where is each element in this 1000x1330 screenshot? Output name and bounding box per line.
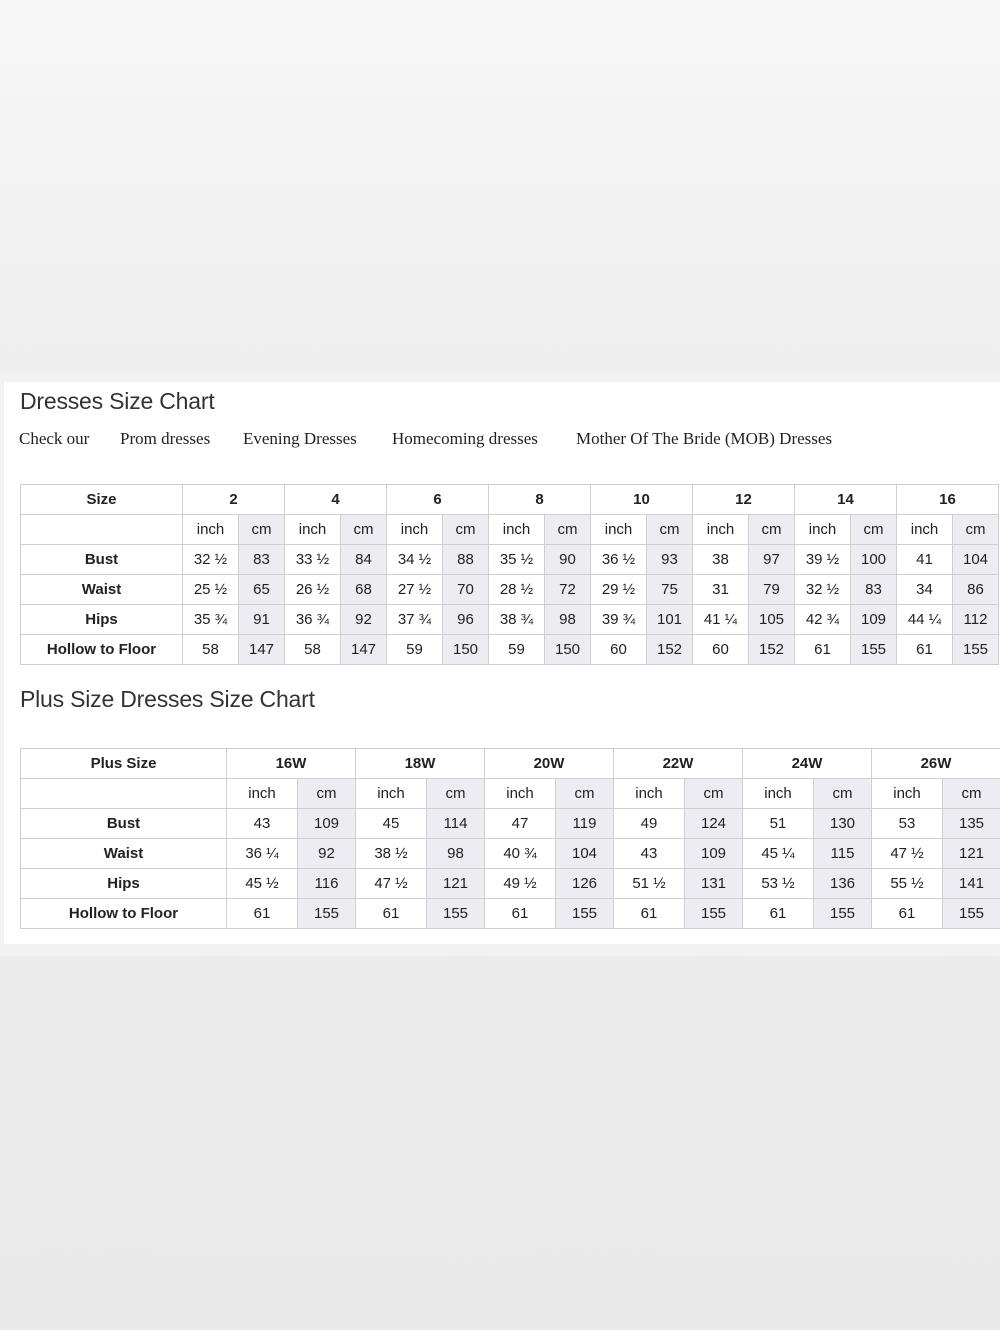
unit-row	[21, 779, 1000, 809]
inch-value-cell: 39 ¾	[591, 605, 647, 635]
table-row	[21, 545, 999, 575]
unit-inch-cell: inch	[227, 779, 298, 809]
inch-value-cell: 34 ½	[387, 545, 443, 575]
unit-inch-cell: inch	[183, 515, 239, 545]
cm-value-cell: 114	[427, 809, 485, 839]
plus-size-table	[20, 748, 1000, 929]
inch-value-cell: 47 ½	[872, 839, 943, 869]
cm-value-cell: 155	[298, 899, 356, 929]
table-row	[21, 839, 1000, 869]
size-header-cell: 4	[285, 485, 387, 515]
unit-inch-cell: inch	[743, 779, 814, 809]
unit-inch-cell: inch	[356, 779, 427, 809]
inch-value-cell: 61	[614, 899, 685, 929]
inch-value-cell: 38 ¾	[489, 605, 545, 635]
size-header-cell: 8	[489, 485, 591, 515]
row-label: Waist	[21, 839, 227, 869]
cm-value-cell: 131	[685, 869, 743, 899]
inch-value-cell: 40 ¾	[485, 839, 556, 869]
inch-value-cell: 61	[897, 635, 953, 665]
unit-cm-cell: cm	[943, 779, 1000, 809]
cm-value-cell: 88	[443, 545, 489, 575]
unit-inch-cell: inch	[693, 515, 749, 545]
row-label: Hollow to Floor	[21, 899, 227, 929]
cm-value-cell: 96	[443, 605, 489, 635]
row-label: Hips	[21, 869, 227, 899]
cm-value-cell: 92	[341, 605, 387, 635]
cm-value-cell: 124	[685, 809, 743, 839]
size-header-cell: 16	[897, 485, 999, 515]
inch-value-cell: 31	[693, 575, 749, 605]
unit-cm-cell: cm	[851, 515, 897, 545]
inch-value-cell: 60	[693, 635, 749, 665]
size-header-row	[21, 749, 1000, 779]
cm-value-cell: 93	[647, 545, 693, 575]
inch-value-cell: 61	[227, 899, 298, 929]
inch-value-cell: 45	[356, 809, 427, 839]
inch-value-cell: 43	[227, 809, 298, 839]
size-header-label: Size	[21, 485, 183, 515]
size-header-cell: 12	[693, 485, 795, 515]
row-label: Bust	[21, 809, 227, 839]
unit-inch-cell: inch	[285, 515, 341, 545]
unit-cm-cell: cm	[545, 515, 591, 545]
cm-value-cell: 115	[814, 839, 872, 869]
cm-value-cell: 105	[749, 605, 795, 635]
inch-value-cell: 51 ½	[614, 869, 685, 899]
prom-dresses-link[interactable]: Prom dresses	[120, 429, 211, 448]
evening-dresses-link[interactable]: Evening Dresses	[243, 429, 357, 448]
table-row	[21, 575, 999, 605]
unit-cm-cell: cm	[443, 515, 489, 545]
size-chart-card	[4, 382, 1000, 944]
size-header-cell: 6	[387, 485, 489, 515]
cm-value-cell: 119	[556, 809, 614, 839]
cm-value-cell: 109	[851, 605, 897, 635]
unit-row-blank	[21, 779, 227, 809]
cm-value-cell: 152	[749, 635, 795, 665]
cm-value-cell: 121	[427, 869, 485, 899]
cm-value-cell: 136	[814, 869, 872, 899]
cm-value-cell: 135	[943, 809, 1000, 839]
inch-value-cell: 35 ¾	[183, 605, 239, 635]
cm-value-cell: 65	[239, 575, 285, 605]
inch-value-cell: 36 ¾	[285, 605, 341, 635]
size-header-cell: 26W	[872, 749, 1000, 779]
inch-value-cell: 28 ½	[489, 575, 545, 605]
inch-value-cell: 36 ¼	[227, 839, 298, 869]
cm-value-cell: 155	[685, 899, 743, 929]
cm-value-cell: 130	[814, 809, 872, 839]
inch-value-cell: 58	[183, 635, 239, 665]
check-our-text: Check our	[19, 429, 90, 448]
row-label: Hollow to Floor	[21, 635, 183, 665]
inch-value-cell: 43	[614, 839, 685, 869]
inch-value-cell: 45 ¼	[743, 839, 814, 869]
unit-inch-cell: inch	[489, 515, 545, 545]
inch-value-cell: 34	[897, 575, 953, 605]
cm-value-cell: 112	[953, 605, 999, 635]
homecoming-dresses-link[interactable]: Homecoming dresses	[392, 429, 538, 448]
cm-value-cell: 109	[685, 839, 743, 869]
cm-value-cell: 126	[556, 869, 614, 899]
cm-value-cell: 70	[443, 575, 489, 605]
table-row	[21, 635, 999, 665]
cm-value-cell: 121	[943, 839, 1000, 869]
inch-value-cell: 38 ½	[356, 839, 427, 869]
size-header-label: Plus Size	[21, 749, 227, 779]
inch-value-cell: 47	[485, 809, 556, 839]
row-label: Waist	[21, 575, 183, 605]
size-header-cell: 16W	[227, 749, 356, 779]
plus-size-chart-title: Plus Size Dresses Size Chart	[20, 686, 315, 712]
inch-value-cell: 38	[693, 545, 749, 575]
inch-value-cell: 45 ½	[227, 869, 298, 899]
inch-value-cell: 58	[285, 635, 341, 665]
inch-value-cell: 49	[614, 809, 685, 839]
table-row	[21, 809, 1000, 839]
inch-value-cell: 60	[591, 635, 647, 665]
size-header-cell: 14	[795, 485, 897, 515]
cm-value-cell: 84	[341, 545, 387, 575]
cm-value-cell: 104	[556, 839, 614, 869]
unit-inch-cell: inch	[591, 515, 647, 545]
size-header-row	[21, 485, 999, 515]
inch-value-cell: 59	[489, 635, 545, 665]
size-header-cell: 18W	[356, 749, 485, 779]
row-label: Hips	[21, 605, 183, 635]
cm-value-cell: 83	[239, 545, 285, 575]
inch-value-cell: 26 ½	[285, 575, 341, 605]
cm-value-cell: 92	[298, 839, 356, 869]
inch-value-cell: 61	[795, 635, 851, 665]
cm-value-cell: 116	[298, 869, 356, 899]
inch-value-cell: 27 ½	[387, 575, 443, 605]
cm-value-cell: 90	[545, 545, 591, 575]
cm-value-cell: 155	[427, 899, 485, 929]
unit-cm-cell: cm	[556, 779, 614, 809]
inch-value-cell: 42 ¾	[795, 605, 851, 635]
unit-cm-cell: cm	[953, 515, 999, 545]
cm-value-cell: 104	[953, 545, 999, 575]
inch-value-cell: 53	[872, 809, 943, 839]
cm-value-cell: 79	[749, 575, 795, 605]
unit-inch-cell: inch	[795, 515, 851, 545]
unit-inch-cell: inch	[872, 779, 943, 809]
cm-value-cell: 86	[953, 575, 999, 605]
inch-value-cell: 61	[485, 899, 556, 929]
cm-value-cell: 97	[749, 545, 795, 575]
inch-value-cell: 53 ½	[743, 869, 814, 899]
cm-value-cell: 109	[298, 809, 356, 839]
inch-value-cell: 32 ½	[795, 575, 851, 605]
inch-value-cell: 51	[743, 809, 814, 839]
cm-value-cell: 72	[545, 575, 591, 605]
cm-value-cell: 98	[545, 605, 591, 635]
dresses-size-chart-title: Dresses Size Chart	[20, 388, 215, 414]
unit-cm-cell: cm	[749, 515, 795, 545]
inch-value-cell: 47 ½	[356, 869, 427, 899]
cm-value-cell: 155	[556, 899, 614, 929]
cm-value-cell: 75	[647, 575, 693, 605]
dresses-size-table	[20, 484, 999, 665]
unit-inch-cell: inch	[897, 515, 953, 545]
table-row	[21, 899, 1000, 929]
cm-value-cell: 155	[953, 635, 999, 665]
cm-value-cell: 91	[239, 605, 285, 635]
cm-value-cell: 155	[814, 899, 872, 929]
cm-value-cell: 155	[943, 899, 1000, 929]
inch-value-cell: 41	[897, 545, 953, 575]
cm-value-cell: 152	[647, 635, 693, 665]
cm-value-cell: 68	[341, 575, 387, 605]
unit-cm-cell: cm	[298, 779, 356, 809]
inch-value-cell: 37 ¾	[387, 605, 443, 635]
unit-inch-cell: inch	[387, 515, 443, 545]
unit-inch-cell: inch	[485, 779, 556, 809]
cm-value-cell: 101	[647, 605, 693, 635]
inch-value-cell: 39 ½	[795, 545, 851, 575]
size-chart-panel	[0, 372, 1000, 956]
cm-value-cell: 150	[545, 635, 591, 665]
inch-value-cell: 33 ½	[285, 545, 341, 575]
inch-value-cell: 59	[387, 635, 443, 665]
unit-cm-cell: cm	[239, 515, 285, 545]
size-header-cell: 2	[183, 485, 285, 515]
row-label: Bust	[21, 545, 183, 575]
inch-value-cell: 49 ½	[485, 869, 556, 899]
unit-cm-cell: cm	[647, 515, 693, 545]
cm-value-cell: 83	[851, 575, 897, 605]
inch-value-cell: 41 ¼	[693, 605, 749, 635]
inch-value-cell: 61	[872, 899, 943, 929]
inch-value-cell: 61	[743, 899, 814, 929]
inch-value-cell: 36 ½	[591, 545, 647, 575]
inch-value-cell: 44 ¼	[897, 605, 953, 635]
mob-dresses-link[interactable]: Mother Of The Bride (MOB) Dresses	[576, 429, 833, 448]
unit-inch-cell: inch	[614, 779, 685, 809]
cm-value-cell: 150	[443, 635, 489, 665]
cm-value-cell: 147	[239, 635, 285, 665]
size-header-cell: 24W	[743, 749, 872, 779]
table-row	[21, 869, 1000, 899]
unit-cm-cell: cm	[685, 779, 743, 809]
inch-value-cell: 32 ½	[183, 545, 239, 575]
cm-value-cell: 155	[851, 635, 897, 665]
inch-value-cell: 25 ½	[183, 575, 239, 605]
inch-value-cell: 29 ½	[591, 575, 647, 605]
inch-value-cell: 61	[356, 899, 427, 929]
inch-value-cell: 55 ½	[872, 869, 943, 899]
unit-cm-cell: cm	[427, 779, 485, 809]
cm-value-cell: 141	[943, 869, 1000, 899]
unit-cm-cell: cm	[341, 515, 387, 545]
size-header-cell: 20W	[485, 749, 614, 779]
unit-row	[21, 515, 999, 545]
unit-row-blank	[21, 515, 183, 545]
table-row	[21, 605, 999, 635]
cm-value-cell: 147	[341, 635, 387, 665]
size-header-cell: 10	[591, 485, 693, 515]
unit-cm-cell: cm	[814, 779, 872, 809]
inch-value-cell: 35 ½	[489, 545, 545, 575]
cm-value-cell: 100	[851, 545, 897, 575]
size-header-cell: 22W	[614, 749, 743, 779]
cm-value-cell: 98	[427, 839, 485, 869]
